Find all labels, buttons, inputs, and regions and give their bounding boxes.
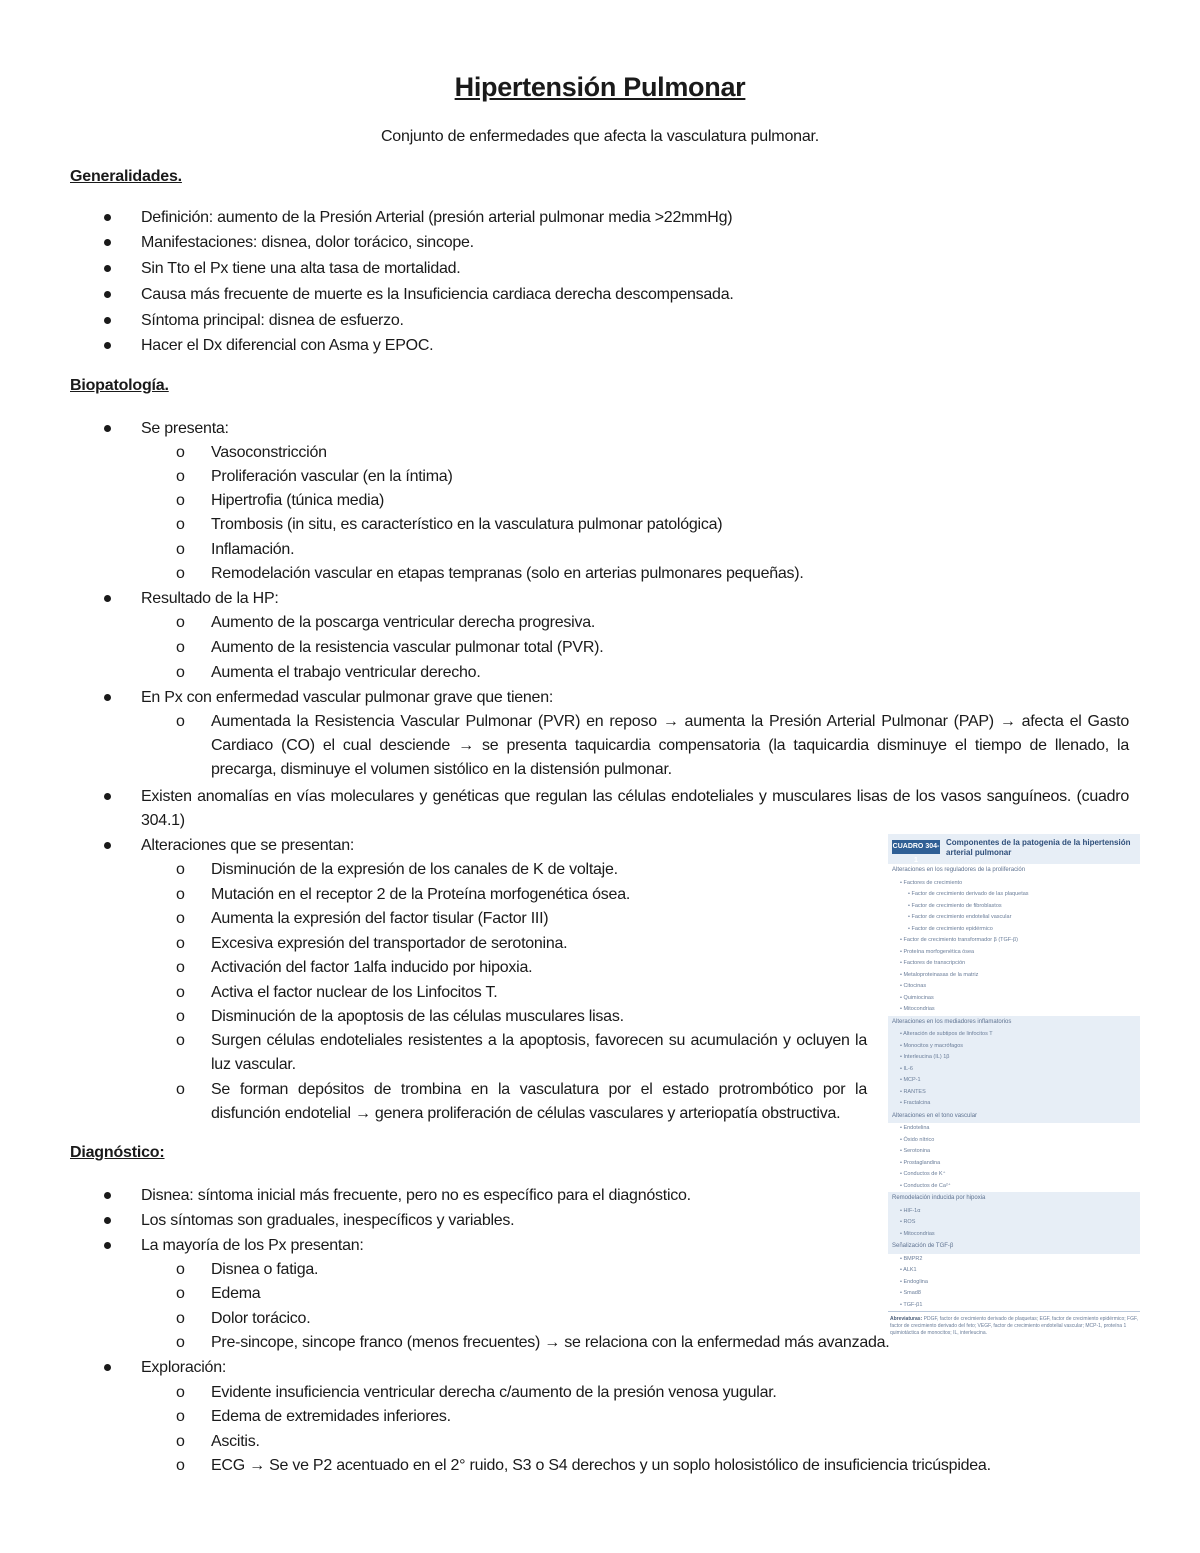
- figure-group: [888, 864, 1140, 1016]
- sub-bullet: o: [176, 886, 185, 903]
- sub-bullet: o: [176, 664, 185, 681]
- sub-bullet: o: [176, 1261, 185, 1278]
- bullet: [103, 316, 113, 326]
- sub-bullet: o: [176, 1081, 185, 1098]
- sub-list-item: ECG → Se ve P2 acentuado en el 2° ruido, S3 o S4 derechos y un soplo holosistólico de insuficiencia tricúspidea.: [211, 1457, 991, 1474]
- page-title: Hipertensión Pulmonar: [454, 72, 746, 102]
- figure-group-heading: Alteraciones en los mediadores inflamatorios: [888, 1016, 1140, 1030]
- figure-line: • Smad8: [900, 1290, 921, 1296]
- figure-line: • Serotonina: [900, 1148, 931, 1154]
- figure-group-heading: Alteraciones en los reguladores de la proliferación: [892, 867, 1026, 873]
- sub-list-item: Aumenta el trabajo ventricular derecho.: [211, 664, 481, 681]
- figure-line: • HIF-1α: [900, 1207, 921, 1214]
- sub-bullet: o: [176, 1285, 185, 1302]
- cuadro-304-1-figure: [888, 834, 1140, 1336]
- sub-list-item: Ascitis.: [211, 1433, 260, 1450]
- sub-bullet: o: [176, 614, 185, 631]
- sub-list-item: Remodelación vascular en etapas tempranas (solo en arterias pulmonares pequeñas).: [211, 565, 804, 582]
- figure-line: • RANTES: [900, 1088, 926, 1095]
- figure-line: • BMPR2: [900, 1255, 923, 1262]
- figure-line: • Metaloproteinasas de la matriz: [900, 971, 979, 978]
- figure-line: • Factores de crecimiento: [900, 879, 963, 886]
- figure-line: • Alteración de subtipos de linfocitos T: [900, 1031, 993, 1037]
- sub-bullet: o: [176, 1334, 185, 1351]
- bullet: [103, 424, 113, 434]
- sub-list-item: Edema de extremidades inferiores.: [211, 1408, 451, 1425]
- list-item: Definición: aumento de la Presión Arterial (presión arterial pulmonar media >22mmHg): [141, 209, 733, 226]
- sub-list-item: Aumentada la Resistencia Vascular Pulmonar (PVR) en reposo → aumenta la Presión Arterial Pulmonar (PAP) → afecta el Gasto Cardiaco (CO) el cual desciende → se presenta taquicardia compensatoria (la taquicardia disminuye el tiempo de llenado, la precarga, disminuye el volumen sistólico en la distensión pulmonar.: [211, 713, 1129, 778]
- list-item: Sin Tto el Px tiene una alta tasa de mortalidad.: [141, 260, 461, 277]
- figure-line: • Óxido nítrico: [900, 1136, 935, 1143]
- figure-line: • Factor de crecimiento epidérmico: [908, 925, 993, 932]
- heading-generalidades: Generalidades.: [70, 168, 182, 185]
- bullet: [103, 264, 113, 274]
- sub-list-item: Excesiva expresión del transportador de serotonina.: [211, 935, 568, 952]
- figure-line: • Conductos de K⁺: [900, 1171, 946, 1177]
- figure-group: [888, 1016, 1140, 1110]
- figure-line: • Conductos de Ca²⁺: [900, 1182, 951, 1189]
- sub-bullet: o: [176, 1310, 185, 1327]
- bullet: [103, 290, 113, 300]
- sub-list-item: Aumento de la resistencia vascular pulmonar total (PVR).: [211, 639, 604, 656]
- figure-line: • Proteína morfogenética ósea: [900, 948, 975, 955]
- list-item: Disnea: síntoma inicial más frecuente, pero no es específico para el diagnóstico.: [141, 1187, 691, 1204]
- bullet: [103, 693, 113, 703]
- sub-list-item: Pre-sincope, sincope franco (menos frecuentes) → se relaciona con la enfermedad más avanzada.: [211, 1334, 890, 1351]
- sub-bullet: o: [176, 1384, 185, 1401]
- figure-group: [888, 1110, 1140, 1193]
- sub-bullet: o: [176, 1433, 185, 1450]
- figure-line: • Citocinas: [900, 983, 927, 989]
- list-item: Resultado de la HP:: [141, 590, 279, 607]
- sub-bullet: o: [176, 468, 185, 485]
- list-item: Exploración:: [141, 1359, 227, 1376]
- list-item: Causa más frecuente de muerte es la Insuficiencia cardiaca derecha descompensada.: [141, 286, 734, 303]
- sub-bullet: o: [176, 565, 185, 582]
- figure-line: • Mitocondrias: [900, 1230, 935, 1237]
- sub-list-item: Surgen células endoteliales resistentes a la apoptosis, favorecen su acumulación y ocluyen la luz vascular.: [211, 1032, 867, 1073]
- heading-biopatologia: Biopatología.: [70, 377, 169, 394]
- figure-footnote: [888, 1311, 1140, 1341]
- sub-list-item: Evidente insuficiencia ventricular derecha c/aumento de la presión venosa yugular.: [211, 1384, 777, 1401]
- heading-diagnostico: Diagnóstico:: [70, 1144, 165, 1161]
- sub-list-item: Inflamación.: [211, 541, 295, 558]
- figure-line: • Factor de crecimiento transformador β (TGF-β): [900, 937, 1018, 943]
- bullet: [103, 238, 113, 248]
- sub-list-item: Se forman depósitos de trombina en la vasculatura por el estado protrombótico por la disfunción endotelial → genera proliferación de células vasculares y arteriopatía obstructiva.: [211, 1081, 867, 1122]
- bullet: [103, 841, 113, 851]
- sub-bullet: o: [176, 935, 185, 952]
- bullet: [103, 792, 113, 802]
- figure-line: • Fractalcina: [900, 1100, 931, 1106]
- sub-bullet: o: [176, 1032, 185, 1049]
- figure-group: [888, 1192, 1140, 1240]
- sub-bullet: o: [176, 1008, 185, 1025]
- list-item: Los síntomas son graduales, inespecíficos y variables.: [141, 1212, 515, 1229]
- bullet: [103, 341, 113, 351]
- figure-line: • IL-6: [900, 1065, 913, 1072]
- sub-list-item: Aumento de la poscarga ventricular derecha progresiva.: [211, 614, 596, 631]
- figure-line: • Interleucina (IL) 1β: [900, 1054, 950, 1060]
- footnote-label: Abreviaturas:: [890, 1316, 923, 1322]
- sub-bullet: o: [176, 1457, 185, 1474]
- sub-list-item: Dolor torácico.: [211, 1310, 311, 1327]
- figure-header: [888, 834, 1140, 864]
- sub-list-item: Mutación en el receptor 2 de la Proteína morfogenética ósea.: [211, 886, 631, 903]
- sub-list-item: Vasoconstricción: [211, 444, 327, 461]
- sub-bullet: o: [176, 444, 185, 461]
- figure-group-heading: Alteraciones en el tono vascular: [888, 1110, 1140, 1124]
- figure-line: • MCP-1: [900, 1077, 921, 1083]
- sub-list-item: Edema: [211, 1285, 261, 1302]
- sub-list-item: Disminución de la expresión de los canales de K de voltaje.: [211, 861, 618, 878]
- figure-body: [888, 864, 1140, 1311]
- list-item: Manifestaciones: disnea, dolor torácico, sincope.: [141, 234, 474, 251]
- figure-line: • Monocitos y macrófagos: [900, 1042, 964, 1049]
- list-item: La mayoría de los Px presentan:: [141, 1237, 364, 1254]
- figure-line: • Quimiocinas: [900, 994, 934, 1001]
- page-subtitle: Conjunto de enfermedades que afecta la vasculatura pulmonar.: [380, 128, 820, 145]
- figure-line: • Factor de crecimiento de fibroblastos: [908, 902, 1002, 909]
- sub-bullet: o: [176, 910, 185, 927]
- figure-group-heading: Remodelación inducida por hipoxia: [888, 1192, 1140, 1206]
- figure-line: • Endoglina: [900, 1278, 928, 1285]
- list-item: En Px con enfermedad vascular pulmonar grave que tienen:: [141, 689, 554, 706]
- figure-line: • Factor de crecimiento endotelial vascular: [908, 914, 1012, 920]
- sub-list-item: Trombosis (in situ, es característico en la vasculatura pulmonar patológica): [211, 516, 723, 533]
- bullet: [103, 213, 113, 223]
- bullet: [103, 1216, 113, 1226]
- list-item: Se presenta:: [141, 420, 229, 437]
- figure-line: • Prostaglandina: [900, 1159, 941, 1166]
- figure-title: Componentes de la patogenia de la hipertensión arterial pulmonar: [946, 838, 1131, 857]
- bullet: [103, 1363, 113, 1373]
- figure-group: [888, 1240, 1140, 1311]
- sub-bullet: o: [176, 541, 185, 558]
- list-item: Alteraciones que se presentan:: [141, 837, 355, 854]
- list-item: Hacer el Dx diferencial con Asma y EPOC.: [141, 337, 434, 354]
- sub-bullet: o: [176, 861, 185, 878]
- sub-list-item: Activación del factor 1alfa inducido por hipoxia.: [211, 959, 533, 976]
- sub-bullet: o: [176, 984, 185, 1001]
- figure-line: • Factores de transcripción: [900, 960, 966, 966]
- figure-tag: CUADRO 304-1: [892, 840, 940, 854]
- sub-bullet: o: [176, 959, 185, 976]
- list-item: Síntoma principal: disnea de esfuerzo.: [141, 312, 404, 329]
- sub-bullet: o: [176, 516, 185, 533]
- figure-line: • TGF-β1: [900, 1301, 923, 1308]
- sub-list-item: Disnea o fatiga.: [211, 1261, 319, 1278]
- sub-list-item: Activa el factor nuclear de los Linfocitos T.: [211, 984, 498, 1001]
- sub-list-item: Proliferación vascular (en la íntima): [211, 468, 453, 485]
- figure-line: • Mitocondrias: [900, 1006, 935, 1012]
- sub-list-item: Aumenta la expresión del factor tisular (Factor III): [211, 910, 549, 927]
- figure-line: • ALK1: [900, 1267, 917, 1273]
- figure-line: • Factor de crecimiento derivado de las plaquetas: [908, 891, 1029, 897]
- sub-list-item: Disminución de la apoptosis de las células musculares lisas.: [211, 1008, 624, 1025]
- bullet: [103, 594, 113, 604]
- bullet: [103, 1241, 113, 1251]
- bullet: [103, 1191, 113, 1201]
- sub-bullet: o: [176, 639, 185, 656]
- sub-bullet: o: [176, 1408, 185, 1425]
- sub-list-item: Hipertrofia (túnica media): [211, 492, 385, 509]
- figure-line: • ROS: [900, 1219, 916, 1225]
- sub-bullet: o: [176, 492, 185, 509]
- figure-line: • Endotelina: [900, 1125, 930, 1131]
- list-item: Existen anomalías en vías moleculares y genéticas que regulan las células endoteliales y musculares lisas de los vasos sanguíneos. (cuadro 304.1): [141, 788, 1129, 829]
- footnote-text: PDGF, factor de crecimiento derivado de plaquetas; EGF, factor de crecimiento epidérmico; FGF, factor de crecimiento derivado del feto; VEGF, factor de crecimiento endotelial vascular; MCP-1, proteína 1 quimiotáctica de monocitos; IL, interleucina.: [890, 1316, 1138, 1336]
- sub-bullet: o: [176, 713, 185, 730]
- figure-group-heading: Señalización de TGF-β: [888, 1240, 1140, 1254]
